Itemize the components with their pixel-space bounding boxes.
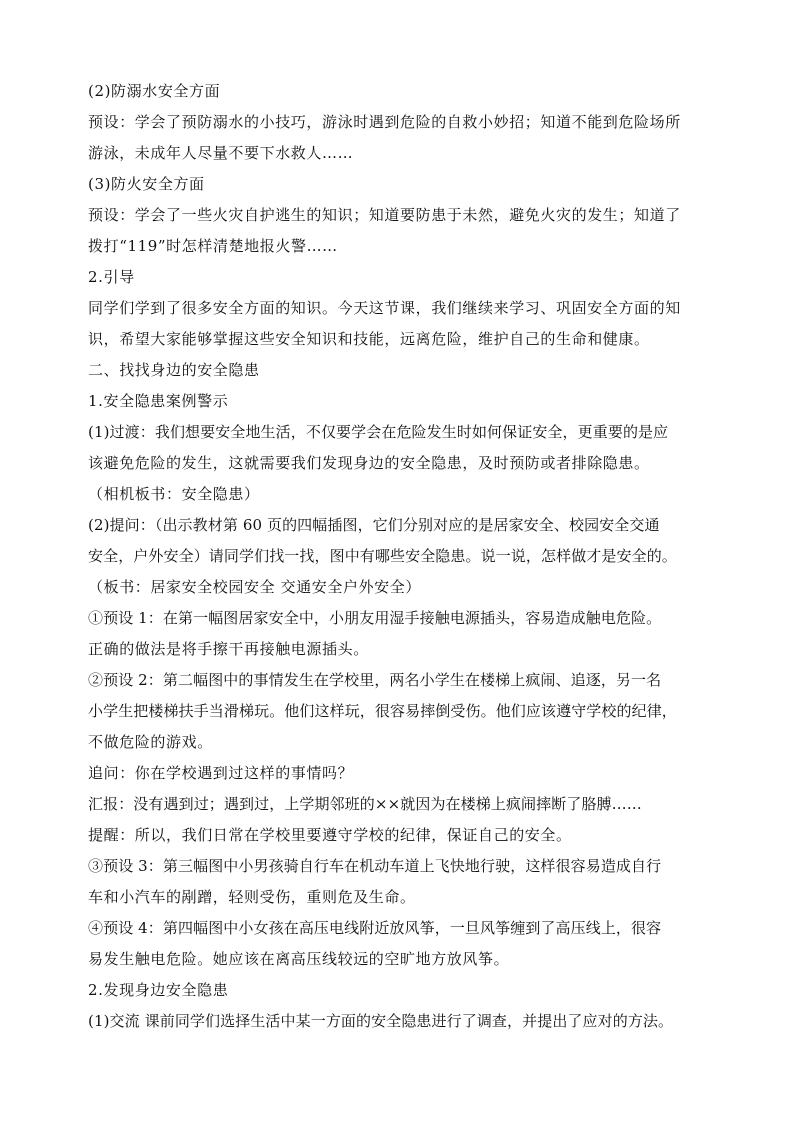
paragraph-line: 预设：学会了预防溺水的小技巧，游泳时遇到危险的自救小妙招；知道不能到危险场所 xyxy=(88,113,681,131)
section-heading: 1.安全隐患案例警示 xyxy=(88,392,229,410)
paragraph-line: 该避免危险的发生，这就需要我们发现身边的安全隐患，及时预防或者排除隐患。 xyxy=(88,454,650,472)
paragraph-line: (1)过渡：我们想要安全地生活，不仅要学会在危险发生时如何保证安全，更重要的是应 xyxy=(88,423,669,441)
paragraph-line: 汇报：没有遇到过；遇到过，上学期邻班的××就因为在楼梯上疯闹摔断了胳膊…… xyxy=(88,795,642,813)
paragraph-line: 提醒：所以，我们日常在学校里要遵守学校的纪律，保证自己的安全。 xyxy=(88,826,572,844)
paragraph-line: 安全，户外安全）请同学们找一找，图中有哪些安全隐患。说一说，怎样做才是安全的。 xyxy=(88,547,677,565)
paragraph-line: ③预设 3：第三幅图中小男孩骑自行车在机动车道上飞快地行驶，这样很容易造成自行 xyxy=(88,857,662,875)
section-heading: 2.发现身边安全隐患 xyxy=(88,981,229,999)
paragraph-line: (2)提问：（出示教材第 60 页的四幅插图，它们分别对应的是居家安全、校园安全交通 xyxy=(88,516,660,534)
paragraph-line: 游泳，未成年人尽量不要下水救人…… xyxy=(88,144,354,162)
paragraph-line: 同学们学到了很多安全方面的知识。今天这节课，我们继续来学习、巩固安全方面的知 xyxy=(88,299,681,317)
board-note: （板书：居家安全校园安全 交通安全户外安全） xyxy=(88,578,421,596)
paragraph-line: ④预设 4：第四幅图中小女孩在高压电线附近放风筝，一旦风筝缠到了高压线上，很容 xyxy=(88,919,662,937)
paragraph-line: 识，希望大家能够掌握这些安全知识和技能，远离危险，维护自己的生命和健康。 xyxy=(88,330,650,348)
document-body xyxy=(88,76,712,1037)
paragraph-line: 不做危险的游戏。 xyxy=(88,733,213,751)
section-heading: 二、找找身边的安全隐患 xyxy=(88,361,260,379)
paragraph-line: 追问：你在学校遇到过这样的事情吗？ xyxy=(88,764,354,782)
paragraph-line: 拨打“119”时怎样清楚地报火警…… xyxy=(88,237,338,255)
paragraph-line: ②预设 2：第二幅图中的事情发生在学校里，两名小学生在楼梯上疯闹、追逐，另一名 xyxy=(88,671,662,689)
section-heading: (3)防火安全方面 xyxy=(88,175,205,193)
board-note: （相机板书：安全隐患） xyxy=(88,485,260,503)
section-heading: 2.引导 xyxy=(88,268,135,286)
paragraph-line: 预设：学会了一些火灾自护逃生的知识；知道要防患于未然，避免火灾的发生；知道了 xyxy=(88,206,681,224)
paragraph-line: ①预设 1：在第一幅图居家安全中，小朋友用湿手接触电源插头，容易造成触电危险。 xyxy=(88,609,662,627)
paragraph-line: 车和小汽车的剐蹭，轻则受伤，重则危及生命。 xyxy=(88,888,416,906)
paragraph-line: 易发生触电危险。她应该在离高压线较远的空旷地方放风筝。 xyxy=(88,950,510,968)
paragraph-line: 正确的做法是将手擦干再接触电源插头。 xyxy=(88,640,369,658)
paragraph-line: 小学生把楼梯扶手当滑梯玩。他们这样玩，很容易摔倒受伤。他们应该遵守学校的纪律， xyxy=(88,702,677,720)
section-heading: (2)防溺水安全方面 xyxy=(88,82,221,100)
paragraph-line: (1)交流 课前同学们选择生活中某一方面的安全隐患进行了调查，并提出了应对的方法。 xyxy=(88,1012,674,1030)
